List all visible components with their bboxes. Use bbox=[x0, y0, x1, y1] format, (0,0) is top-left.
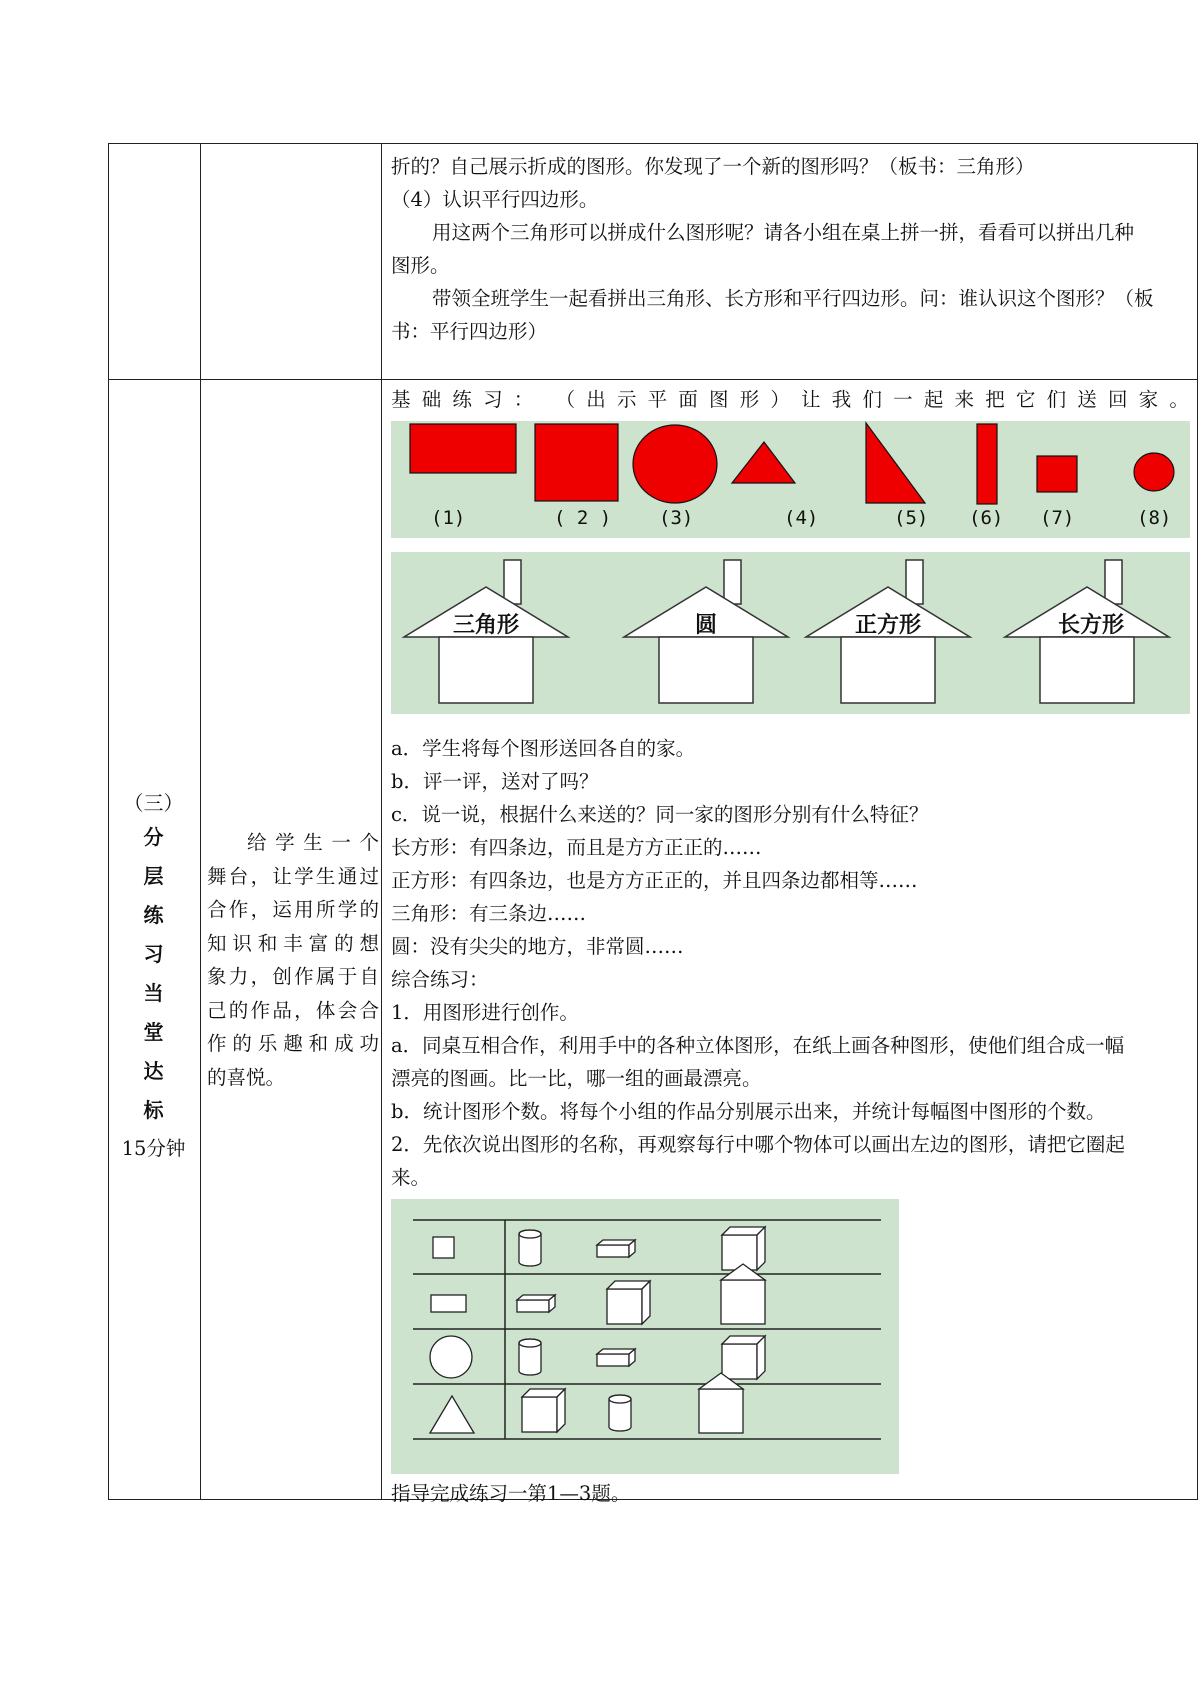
shape-label: (7) bbox=[1040, 507, 1075, 529]
circle-outline bbox=[430, 1336, 472, 1378]
text-line: （4）认识平行四边形。 bbox=[391, 188, 599, 211]
goal-line: 舞台，让学生通过 bbox=[207, 864, 379, 888]
small-square-shape bbox=[1037, 456, 1077, 492]
house-label: 长方形 bbox=[1057, 613, 1124, 638]
column-divider-1 bbox=[200, 144, 201, 1499]
text-line: 图形。 bbox=[391, 254, 450, 277]
goal-line: 的喜悦。 bbox=[207, 1065, 286, 1089]
stage-char: 习 bbox=[143, 942, 164, 966]
right-triangle-shape bbox=[866, 423, 925, 503]
cube-object bbox=[607, 1281, 650, 1324]
shape-label: (1) bbox=[431, 507, 466, 529]
cylinder-object bbox=[609, 1395, 631, 1431]
text-line: 长方形：有四条边，而且是方方正正的…… bbox=[391, 836, 762, 859]
triangle-outline bbox=[430, 1396, 474, 1433]
final-instruction: 指导完成练习一第1—3题。 bbox=[391, 1482, 631, 1505]
matching-exercise bbox=[391, 1199, 899, 1474]
square-shape bbox=[535, 424, 618, 501]
circle-shape bbox=[633, 425, 717, 503]
stage-char: 达 bbox=[143, 1059, 164, 1083]
cube-object bbox=[722, 1336, 765, 1379]
stage-char: 层 bbox=[143, 864, 164, 888]
goal-line: 知识和丰富的想 bbox=[207, 931, 379, 955]
goal-text bbox=[207, 826, 379, 1094]
shape-label: (8) bbox=[1137, 507, 1172, 529]
stage-duration: 15分钟 bbox=[121, 1137, 186, 1160]
goal-line: 给学生一个 bbox=[247, 831, 379, 854]
stage-number: （三） bbox=[123, 791, 184, 815]
text-line: 圆：没有尖尖的地方，非常圆…… bbox=[391, 935, 684, 958]
shape-label: ( 2 ) bbox=[554, 507, 612, 529]
text-line: 正方形：有四条边，也是方方正正的，并且四条边都相等…… bbox=[391, 869, 918, 892]
text-line: 三角形：有三条边…… bbox=[391, 902, 587, 925]
basic-practice-heading: 基 础 练 习 ： （ 出 示 平 面 图 形 ） 让 我 们 一 起 来 把 它 们 送 回 家 。 bbox=[391, 388, 1189, 411]
cuboid-object bbox=[597, 1240, 635, 1257]
goal-line: 合作，运用所学的 bbox=[207, 898, 379, 921]
shape-label: (6) bbox=[969, 507, 1004, 529]
goal-line: 作的乐趣和成功 bbox=[207, 1032, 379, 1055]
text-line: 综合练习： bbox=[391, 968, 489, 991]
cylinder-object bbox=[519, 1230, 541, 1266]
goal-line: 己的作品，体会合 bbox=[207, 998, 379, 1022]
text-line: a．学生将每个图形送回各自的家。 bbox=[391, 737, 696, 760]
shape-label: (4) bbox=[784, 507, 819, 529]
stage-char: 分 bbox=[143, 825, 164, 849]
shape-label: (3) bbox=[659, 507, 694, 529]
text-line: c．说一说，根据什么来送的？同一家的图形分别有什么特征？ bbox=[391, 803, 929, 826]
text-line: 用这两个三角形可以拼成什么图形呢？请各小组在桌上拼一拼，看看可以拼出几种 bbox=[432, 221, 1135, 244]
text-line: 来。 bbox=[391, 1166, 431, 1189]
house-label: 正方形 bbox=[854, 613, 921, 638]
text-line: 折的？自己展示折成的图形。你发现了一个新的图形吗？（板书：三角形） bbox=[391, 155, 1035, 178]
stage-char: 堂 bbox=[143, 1020, 164, 1044]
gable-box-object bbox=[721, 1264, 765, 1324]
small-circle-shape bbox=[1134, 453, 1174, 491]
thin-rectangle-shape bbox=[977, 424, 997, 504]
triangle-shape bbox=[732, 442, 795, 483]
rectangle-outline bbox=[431, 1295, 466, 1312]
text-line: 漂亮的图画。比一比，哪一组的画最漂亮。 bbox=[391, 1067, 762, 1090]
cuboid-object bbox=[517, 1295, 555, 1312]
stage-char: 标 bbox=[143, 1098, 164, 1122]
text-line: b．评一评，送对了吗？ bbox=[391, 770, 599, 793]
text-line: 2．先依次说出图形的名称，再观察每行中哪个物体可以画出左边的图形，请把它圈起 bbox=[391, 1133, 1125, 1156]
shape-houses-panel bbox=[391, 552, 1190, 714]
shape-label: (5) bbox=[894, 507, 929, 529]
small-square-outline bbox=[433, 1237, 454, 1258]
cube-object bbox=[522, 1389, 565, 1432]
cuboid-object bbox=[597, 1349, 635, 1366]
matching-exercise-panel bbox=[391, 1199, 899, 1474]
column-divider-2 bbox=[381, 144, 382, 1499]
goal-line: 象力，创作属于自 bbox=[207, 965, 379, 988]
house-label: 三角形 bbox=[452, 613, 519, 638]
text-line: b．统计图形个数。将每个小组的作品分别展示出来，并统计每幅图中图形的个数。 bbox=[391, 1100, 1106, 1123]
cylinder-object bbox=[519, 1339, 541, 1375]
text-line: 带领全班学生一起看拼出三角形、长方形和平行四边形。问：谁认识这个图形？（板 bbox=[432, 287, 1154, 310]
row-divider bbox=[109, 379, 1197, 380]
text-line: 书：平行四边形） bbox=[391, 320, 548, 343]
gable-box-object bbox=[699, 1373, 743, 1433]
stage-char: 练 bbox=[143, 903, 164, 927]
text-line: a．同桌互相合作，利用手中的各种立体图形，在纸上画各种图形，使他们组合成一幅 bbox=[391, 1034, 1125, 1057]
plane-shapes-panel bbox=[391, 421, 1190, 538]
house-label: 圆 bbox=[694, 613, 717, 638]
rectangle-shape bbox=[410, 424, 516, 473]
text-line: 1．用图形进行创作。 bbox=[391, 1001, 579, 1024]
stage-char: 当 bbox=[143, 981, 164, 1005]
cube-object bbox=[722, 1227, 765, 1270]
